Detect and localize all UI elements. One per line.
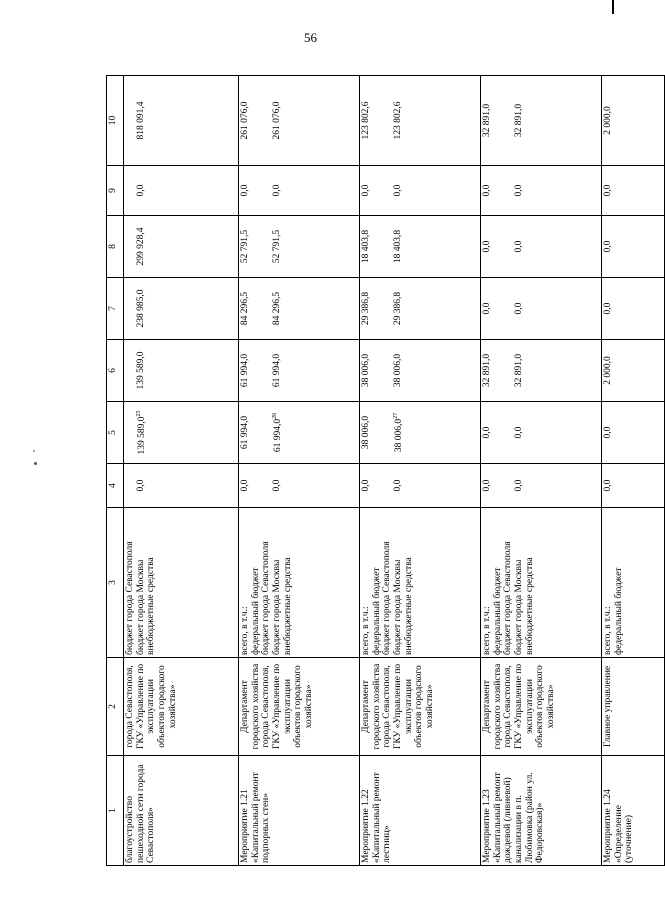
- value-cell: 52 791,5 52 791,5: [239, 216, 360, 278]
- col-header: 5: [107, 402, 124, 464]
- source-line: всего, в т.ч.:: [240, 606, 250, 655]
- col-header: 10: [107, 76, 124, 166]
- funding-sources: [239, 508, 360, 658]
- executor: города Севастополя, ГКУ «Управление по эксплуатации объектов городского хозяйства»: [124, 658, 239, 756]
- value-cell: 38 006,0 38 006,0: [360, 340, 481, 402]
- table-row: [360, 76, 481, 866]
- value-cell: 0,0: [602, 464, 665, 508]
- value-cell: 0,0 0,0: [360, 166, 481, 216]
- measure-name: Мероприятие 1.21 «Капитальный ремонт подпорных стен»: [239, 756, 360, 866]
- source-line: бюджет города Москвы: [135, 559, 146, 655]
- value-cell: 61 994,0 61 994,0: [239, 340, 360, 402]
- col-header: 8: [107, 216, 124, 278]
- edge-mark: [612, 0, 614, 14]
- value-cell: 2 000,0: [602, 340, 665, 402]
- page-number: 56: [304, 30, 317, 45]
- value-cell: 0,0 0,0: [481, 464, 602, 508]
- measure-name: Мероприятие 1.23 «Капитальный ремонт дождевой (ливневой) канализации в п. Любимовка (район ул. Федоровская)»: [481, 756, 602, 866]
- table-row: [239, 76, 360, 866]
- source-line: всего, в т.ч.:: [603, 606, 613, 655]
- value-cell: 32 891,0 32 891,0: [481, 76, 602, 166]
- measure-name: Мероприятие 1.22 «Капитальный ремонт лестниц»: [360, 756, 481, 866]
- header-row: [107, 76, 124, 866]
- executor: Главное управление: [602, 658, 665, 756]
- value-cell: 0,0: [602, 402, 665, 464]
- funding-sources: [481, 508, 602, 658]
- source-line: внебюджетные средства: [403, 557, 414, 655]
- funding-sources: [602, 508, 665, 658]
- value-cell: 2 000,0: [602, 76, 665, 166]
- value-cell: 61 994,0 61 994,0$^{26}$: [239, 402, 360, 464]
- funding-sources: [360, 508, 481, 658]
- value-cell: 29 386,8 29 386,8: [360, 278, 481, 340]
- value-cell: 139 589,0: [124, 340, 239, 402]
- source-line: бюджет города Севастополя: [125, 541, 135, 655]
- value-cell: 0,0 0,0: [360, 464, 481, 508]
- source-line: бюджет города Москвы: [271, 559, 282, 655]
- value-cell: 0,0 0,0: [239, 464, 360, 508]
- value-cell: 0,0: [602, 216, 665, 278]
- funding-sources: [124, 508, 239, 658]
- value-cell: 238 985,0: [124, 278, 239, 340]
- value-cell: 818 091,4: [124, 76, 239, 166]
- value-cell: 139 589,0$^{25}$: [124, 402, 239, 464]
- table-row: [602, 76, 665, 866]
- value-cell: 32 891,0 32 891,0: [481, 340, 602, 402]
- source-line: федеральный бюджет: [371, 567, 382, 655]
- value-cell: 0,0: [602, 278, 665, 340]
- col-header: 9: [107, 166, 124, 216]
- measure-name: Мероприятие 1.24 «Определение (уточнение): [602, 756, 665, 866]
- source-line: всего, в т.ч.:: [482, 606, 492, 655]
- value-cell: 18 403,8 18 403,8: [360, 216, 481, 278]
- col-header: 2: [107, 658, 124, 756]
- value-cell: 38 006,0 38 006,0$^{27}$: [360, 402, 481, 464]
- source-line: федеральный бюджет: [613, 567, 624, 655]
- source-line: бюджет города Севастополя: [503, 541, 514, 655]
- value-cell: 84 296,5 84 296,5: [239, 278, 360, 340]
- source-line: бюджет города Севастополя: [261, 541, 272, 655]
- value-cell: 123 802,6 123 802,6: [360, 76, 481, 166]
- value-cell: 0,0 0,0: [481, 216, 602, 278]
- col-header: 3: [107, 508, 124, 658]
- rotated-table-wrapper: [106, 76, 635, 866]
- source-line: бюджет города Москвы: [513, 559, 524, 655]
- source-line: всего, в т.ч.:: [361, 606, 371, 655]
- source-line: внебюджетные средства: [524, 557, 535, 655]
- source-line: бюджет города Севастополя: [382, 541, 393, 655]
- source-line: бюджет города Москвы: [392, 559, 403, 655]
- value-cell: 0,0: [124, 464, 239, 508]
- col-header: 6: [107, 340, 124, 402]
- source-line: федеральный бюджет: [492, 567, 503, 655]
- scan-speck: [33, 450, 35, 452]
- value-cell: 0,0 0,0: [481, 402, 602, 464]
- table-row: [481, 76, 602, 866]
- col-header: 1: [107, 756, 124, 866]
- budget-table: [106, 75, 665, 866]
- executor: Департамент городского хозяйства города Севастополя, ГКУ «Управление по эксплуатации объектов городского хозяйства»: [360, 658, 481, 756]
- scan-speck: [34, 462, 37, 465]
- value-cell: 0,0: [602, 166, 665, 216]
- value-cell: 0,0 0,0: [481, 278, 602, 340]
- executor: Департамент городского хозяйства города Севастополя, ГКУ «Управление по эксплуатации объектов городского хозяйства»: [481, 658, 602, 756]
- col-header: 4: [107, 464, 124, 508]
- executor: Департамент городского хозяйства города Севастополя, ГКУ «Управление по эксплуатации объектов городского хозяйства»: [239, 658, 360, 756]
- source-line: внебюджетные средства: [146, 557, 157, 655]
- value-cell: 0,0 0,0: [239, 166, 360, 216]
- measure-name: благоустройство пешеходной сети города Севастополя»: [124, 756, 239, 866]
- value-cell: 261 076,0 261 076,0: [239, 76, 360, 166]
- value-cell: 0,0 0,0: [481, 166, 602, 216]
- table-row: [124, 76, 239, 866]
- col-header: 7: [107, 278, 124, 340]
- value-cell: 299 928,4: [124, 216, 239, 278]
- value-cell: 0,0: [124, 166, 239, 216]
- source-line: федеральный бюджет: [250, 567, 261, 655]
- source-line: внебюджетные средства: [282, 557, 293, 655]
